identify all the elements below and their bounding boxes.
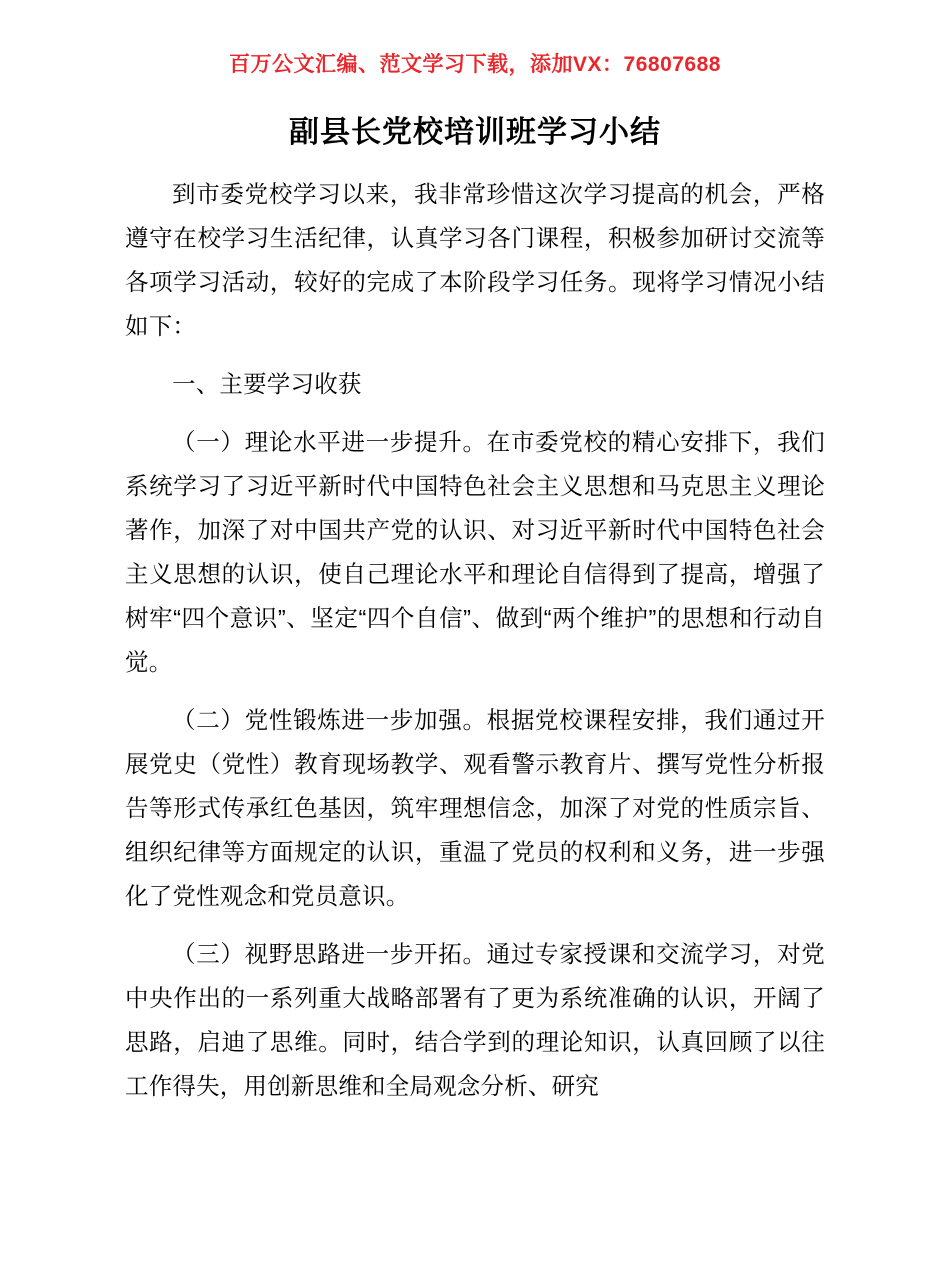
paragraph: （一）理论水平进一步提升。在市委党校的精心安排下，我们系统学习了习近平新时代中国特色社会主义思想和马克思主义理论著作，加深了对中国共产党的认识、对习近平新时代中国特色社会主义思想的认识，使自己理论水平和理论自信得到了提高，增强了树牢“四个意识”、坚定“四个自信”、做到“两个维护”的思想和行动自觉。: [125, 429, 825, 675]
watermark-banner: 百万公文汇编、范文学习下载，添加VX：76807688: [229, 53, 721, 76]
document-title: 副县长党校培训班学习小结: [289, 116, 661, 149]
paragraph: 到市委党校学习以来，我非常珍惜这次学习提高的机会，严格遵守在校学习生活纪律，认真学习各门课程，积极参加研讨交流等各项学习活动，较好的完成了本阶段学习任务。现将学习情况小结如下：: [125, 181, 825, 339]
section-heading-1: 一、主要学习收获: [172, 371, 362, 397]
document-page: [0, 48, 950, 1278]
document-body: [125, 78, 825, 1108]
paragraph: （三）视野思路进一步开拓。通过专家授课和交流学习，对党中央作出的一系列重大战略部署有了更为系统准确的认识，开阔了思路，启迪了思维。同时，结合学到的理论知识，认真回顾了以往工作得失，用创新思维和全局观念分析、研究: [125, 941, 825, 1099]
paragraph: （二）党性锻炼进一步加强。根据党校课程安排，我们通过开展党史（党性）教育现场教学、观看警示教育片、撰写党性分析报告等形式传承红色基因，筑牢理想信念，加深了对党的性质宗旨、组织纪律等方面规定的认识，重温了党员的权利和义务，进一步强化了党性观念和党员意识。: [125, 707, 825, 909]
